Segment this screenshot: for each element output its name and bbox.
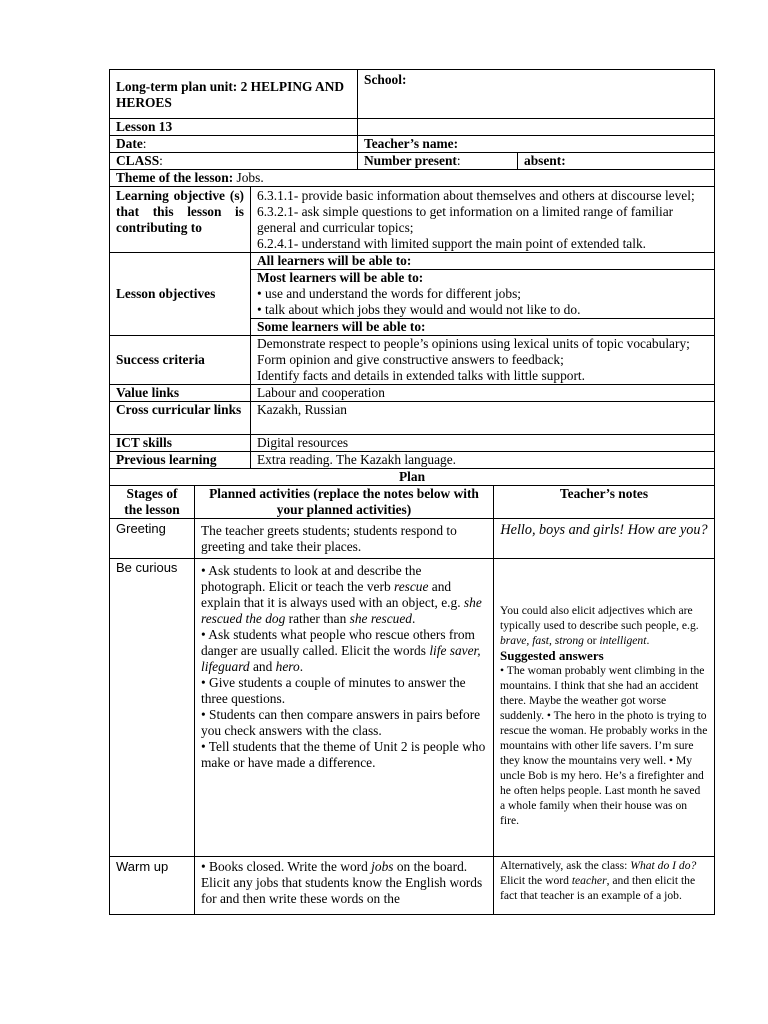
objective-item: 6.3.1.1- provide basic information about themselves and others at discourse level;: [257, 188, 695, 203]
activity-item: • Ask students what people who rescue others from danger are usually called. Elicit the words life saver, lifeguard and hero.: [201, 627, 481, 674]
stages-header: Stages of the lesson: [110, 486, 195, 519]
activity-item: • Tell students that the theme of Unit 2 is people who make or have made a difference.: [201, 739, 486, 770]
school-label: School:: [358, 70, 715, 119]
learning-objective-label: Learning objective (s) that this lesson is contributing to: [110, 187, 251, 253]
cross-curricular-text: Kazakh, Russian: [251, 402, 715, 435]
activities-header: Planned activities (replace the notes below with your planned activities): [195, 486, 494, 519]
theme-cell: [110, 170, 715, 187]
plan-title: Plan: [110, 469, 715, 486]
be-curious-activity: [195, 559, 494, 857]
objectives-table: [109, 186, 715, 469]
theme-value: Jobs.: [236, 170, 264, 185]
unit-title: Long-term plan unit: 2 HELPING AND HEROES: [110, 70, 358, 119]
success-item: Identify facts and details in extended talks with little support.: [257, 368, 585, 383]
number-present-label: Number present: [364, 153, 457, 168]
warm-up-note: Alternatively, ask the class: What do I do? Elicit the word teacher, and then elicit the fact that teacher is an example of a job.: [494, 857, 715, 915]
ict-skills-label: ICT skills: [110, 435, 251, 452]
objective-item: 6.2.4.1- understand with limited support the main point of extended talk.: [257, 236, 647, 251]
cross-curricular-label: Cross curricular links: [110, 402, 251, 435]
activity-item: • Students can then compare answers in pairs before you check answers with the class.: [201, 707, 481, 738]
value-links-text: Labour and cooperation: [251, 385, 715, 402]
notes-header: Teacher’s notes: [494, 486, 715, 519]
greeting-note-text: Hello, boys and girls! How are you?: [500, 522, 708, 538]
greeting-note: [494, 519, 715, 559]
be-curious-note: [494, 559, 715, 857]
lesson-number: Lesson 13: [110, 119, 358, 136]
ict-skills-text: Digital resources: [251, 435, 715, 452]
date-cell: Date:: [110, 136, 358, 153]
present-cell: Number present:: [358, 153, 518, 170]
learning-objective-text: [251, 187, 715, 253]
lesson-objectives-label: Lesson objectives: [110, 253, 251, 336]
success-item: Demonstrate respect to people’s opinions using lexical units of topic vocabulary;: [257, 336, 690, 351]
class-label: CLASS: [116, 153, 160, 168]
suggested-answers-text: • The woman probably went climbing in the mountains. I think that she had an accident there. Maybe the weather got worse suddenly. • The hero in the photo is trying to rescue the woman. He probably works in the mountains with other life savers. I’m sure they know the mountains very well. • My uncle Bob is my hero. He’s a firefighter and he often helps people. Last month he saved a whole family when their house was on fire.: [500, 664, 708, 827]
date-label: Date: [116, 136, 143, 151]
activity-item: • Ask students to look at and describe the photograph. Elicit or teach the verb rescue and explain that it is always used with an object, e.g. she rescued the dog rather than she rescued.: [201, 563, 482, 626]
activity-item: • Give students a couple of minutes to answer the three questions.: [201, 675, 466, 706]
success-criteria-label: Success criteria: [110, 336, 251, 385]
most-item: • use and understand the words for different jobs;: [257, 286, 522, 301]
lesson-plan-sheet: [109, 69, 714, 915]
note-adjectives: You could also elicit adjectives which are typically used to describe such people, e.g. brave, fast, strong or intelligent.: [500, 604, 699, 647]
objective-item: 6.3.2.1- ask simple questions to get information on a limited range of familiar general and curricular topics;: [257, 204, 674, 235]
stage-warm-up: Warm up: [110, 857, 195, 915]
previous-learning-label: Previous learning: [110, 452, 251, 469]
teacher-name-label: Teacher’s name:: [358, 136, 715, 153]
success-item: Form opinion and give constructive answers to feedback;: [257, 352, 564, 367]
most-learners-label: Most learners will be able to:: [257, 270, 424, 285]
theme-label: Theme of the lesson:: [116, 170, 234, 185]
header-table: [109, 69, 715, 187]
empty-cell: [358, 119, 715, 136]
suggested-answers-heading: Suggested answers: [500, 648, 604, 663]
class-cell: CLASS:: [110, 153, 358, 170]
previous-learning-text: Extra reading. The Kazakh language.: [251, 452, 715, 469]
stage-greeting: Greeting: [110, 519, 195, 559]
greeting-activity: The teacher greets students; students respond to greeting and take their places.: [195, 519, 494, 559]
some-learners-label: Some learners will be able to:: [251, 319, 715, 336]
absent-label: absent:: [518, 153, 715, 170]
success-criteria-text: [251, 336, 715, 385]
stage-be-curious: Be curious: [110, 559, 195, 857]
plan-table: [109, 468, 715, 915]
most-item: • talk about which jobs they would and would not like to do.: [257, 302, 581, 317]
warm-up-activity: • Books closed. Write the word jobs on the board. Elicit any jobs that students know the English words for and then write these words on the: [195, 857, 494, 915]
value-links-label: Value links: [110, 385, 251, 402]
all-learners-label: All learners will be able to:: [251, 253, 715, 270]
most-learners-cell: [251, 270, 715, 319]
